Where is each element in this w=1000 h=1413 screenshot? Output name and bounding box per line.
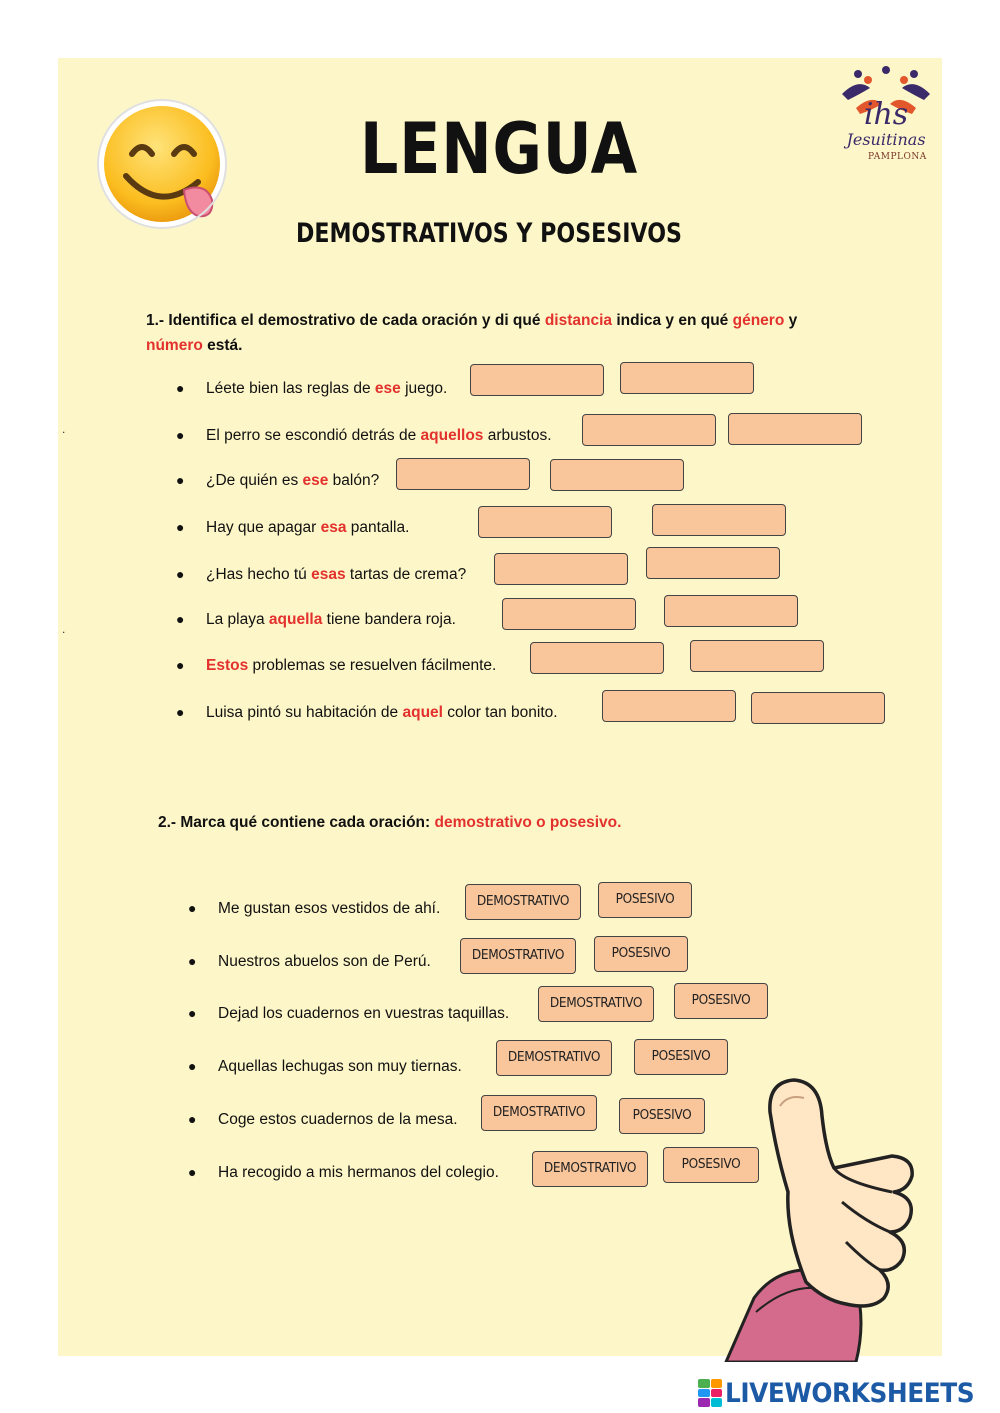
bullet-icon: ● [188, 1058, 197, 1074]
answer-box-1a[interactable] [470, 364, 604, 396]
tongue-out-emoji-icon [94, 96, 234, 236]
liveworksheets-footer[interactable] [698, 1376, 996, 1410]
option-posesivo-3[interactable]: POSESIVO [674, 983, 768, 1019]
option-demostrativo-5[interactable]: DEMOSTRATIVO [481, 1095, 597, 1131]
bullet-icon: ● [188, 900, 197, 916]
answer-box-4a[interactable] [478, 506, 612, 538]
answer-box-8b[interactable] [751, 692, 885, 724]
answer-box-2a[interactable] [582, 414, 716, 446]
bullet-icon: ● [176, 566, 185, 582]
stray-dot: . [62, 622, 66, 636]
answer-box-2b[interactable] [728, 413, 862, 445]
page-subtitle: DEMOSTRATIVOS Y POSESIVOS [296, 218, 682, 249]
option-posesivo-6[interactable]: POSESIVO [663, 1147, 759, 1183]
bullet-icon: ● [188, 1164, 197, 1180]
exercise2-sentence-2: ● Nuestros abuelos son de Perú. [188, 953, 431, 970]
exercise1-instruction: 1.- Identifica el demostrativo de cada oración y di qué distancia indica y en qué género y número está. [146, 312, 798, 354]
option-demostrativo-2[interactable]: DEMOSTRATIVO [460, 938, 576, 974]
answer-box-6b[interactable] [664, 595, 798, 627]
answer-box-6a[interactable] [502, 598, 636, 630]
bullet-icon: ● [188, 953, 197, 969]
bullet-icon: ● [176, 704, 185, 720]
logo-name: Jesuitinas [846, 130, 926, 149]
option-demostrativo-6[interactable]: DEMOSTRATIVO [532, 1151, 648, 1187]
bullet-icon: ● [176, 427, 185, 443]
answer-box-7b[interactable] [690, 640, 824, 672]
option-posesivo-2[interactable]: POSESIVO [594, 936, 688, 972]
answer-box-5a[interactable] [494, 553, 628, 585]
option-demostrativo-4[interactable]: DEMOSTRATIVO [496, 1040, 612, 1076]
answer-box-3a[interactable] [396, 458, 530, 490]
exercise1-sentence-5: ● ¿Has hecho tú esas tartas de crema? [176, 566, 467, 583]
answer-box-4b[interactable] [652, 504, 786, 536]
thumbs-up-hand-icon [716, 1072, 930, 1362]
bullet-icon: ● [188, 1005, 197, 1021]
bullet-icon: ● [188, 1111, 197, 1127]
stray-dot: . [62, 422, 66, 436]
option-demostrativo-3[interactable]: DEMOSTRATIVO [538, 986, 654, 1022]
exercise1-sentence-6: ● La playa aquella tiene bandera roja. [176, 611, 456, 628]
bullet-icon: ● [176, 611, 185, 627]
exercise2-sentence-3: ● Dejad los cuadernos en vuestras taquillas. [188, 1005, 510, 1022]
page-title: LENGUA [360, 108, 639, 190]
ihs-logo-icon [836, 64, 936, 130]
exercise2-sentence-5: ● Coge estos cuadernos de la mesa. [188, 1111, 458, 1128]
answer-box-7a[interactable] [530, 642, 664, 674]
ihs-logo-text: ihs [863, 97, 909, 130]
logo-city: PAMPLONA [868, 152, 927, 162]
exercise1-sentence-2: ● El perro se escondió detrás de aquellos arbustos. [176, 427, 552, 444]
answer-box-1b[interactable] [620, 362, 754, 394]
exercise1-sentence-3: ● ¿De quién es ese balón? [176, 472, 380, 489]
exercise1-sentence-8: ● Luisa pintó su habitación de aquel color tan bonito. [176, 704, 558, 721]
exercise2-sentence-4: ● Aquellas lechugas son muy tiernas. [188, 1058, 462, 1075]
bullet-icon: ● [176, 380, 185, 396]
option-posesivo-1[interactable]: POSESIVO [598, 882, 692, 918]
answer-box-5b[interactable] [646, 547, 780, 579]
exercise1-sentence-4: ● Hay que apagar esa pantalla. [176, 519, 410, 536]
answer-box-3b[interactable] [550, 459, 684, 491]
option-posesivo-4[interactable]: POSESIVO [634, 1039, 728, 1075]
liveworksheets-logo-icon [698, 1379, 722, 1407]
bullet-icon: ● [176, 657, 185, 673]
exercise2-instruction: 2.- Marca qué contiene cada oración: demostrativo o posesivo. [158, 814, 622, 831]
exercise1-sentence-1: ● Léete bien las reglas de ese juego. [176, 380, 448, 397]
exercise2-sentence-6: ● Ha recogido a mis hermanos del colegio. [188, 1164, 499, 1181]
option-posesivo-5[interactable]: POSESIVO [619, 1098, 705, 1134]
answer-box-8a[interactable] [602, 690, 736, 722]
exercise2-sentence-1: ● Me gustan esos vestidos de ahí. [188, 900, 441, 917]
exercise1-sentence-7: ● Estos problemas se resuelven fácilmente. [176, 657, 497, 674]
bullet-icon: ● [176, 472, 185, 488]
school-logo [836, 64, 936, 168]
liveworksheets-brand: LIVEWORKSHEETS [725, 1377, 975, 1409]
option-demostrativo-1[interactable]: DEMOSTRATIVO [465, 884, 581, 920]
bullet-icon: ● [176, 519, 185, 535]
